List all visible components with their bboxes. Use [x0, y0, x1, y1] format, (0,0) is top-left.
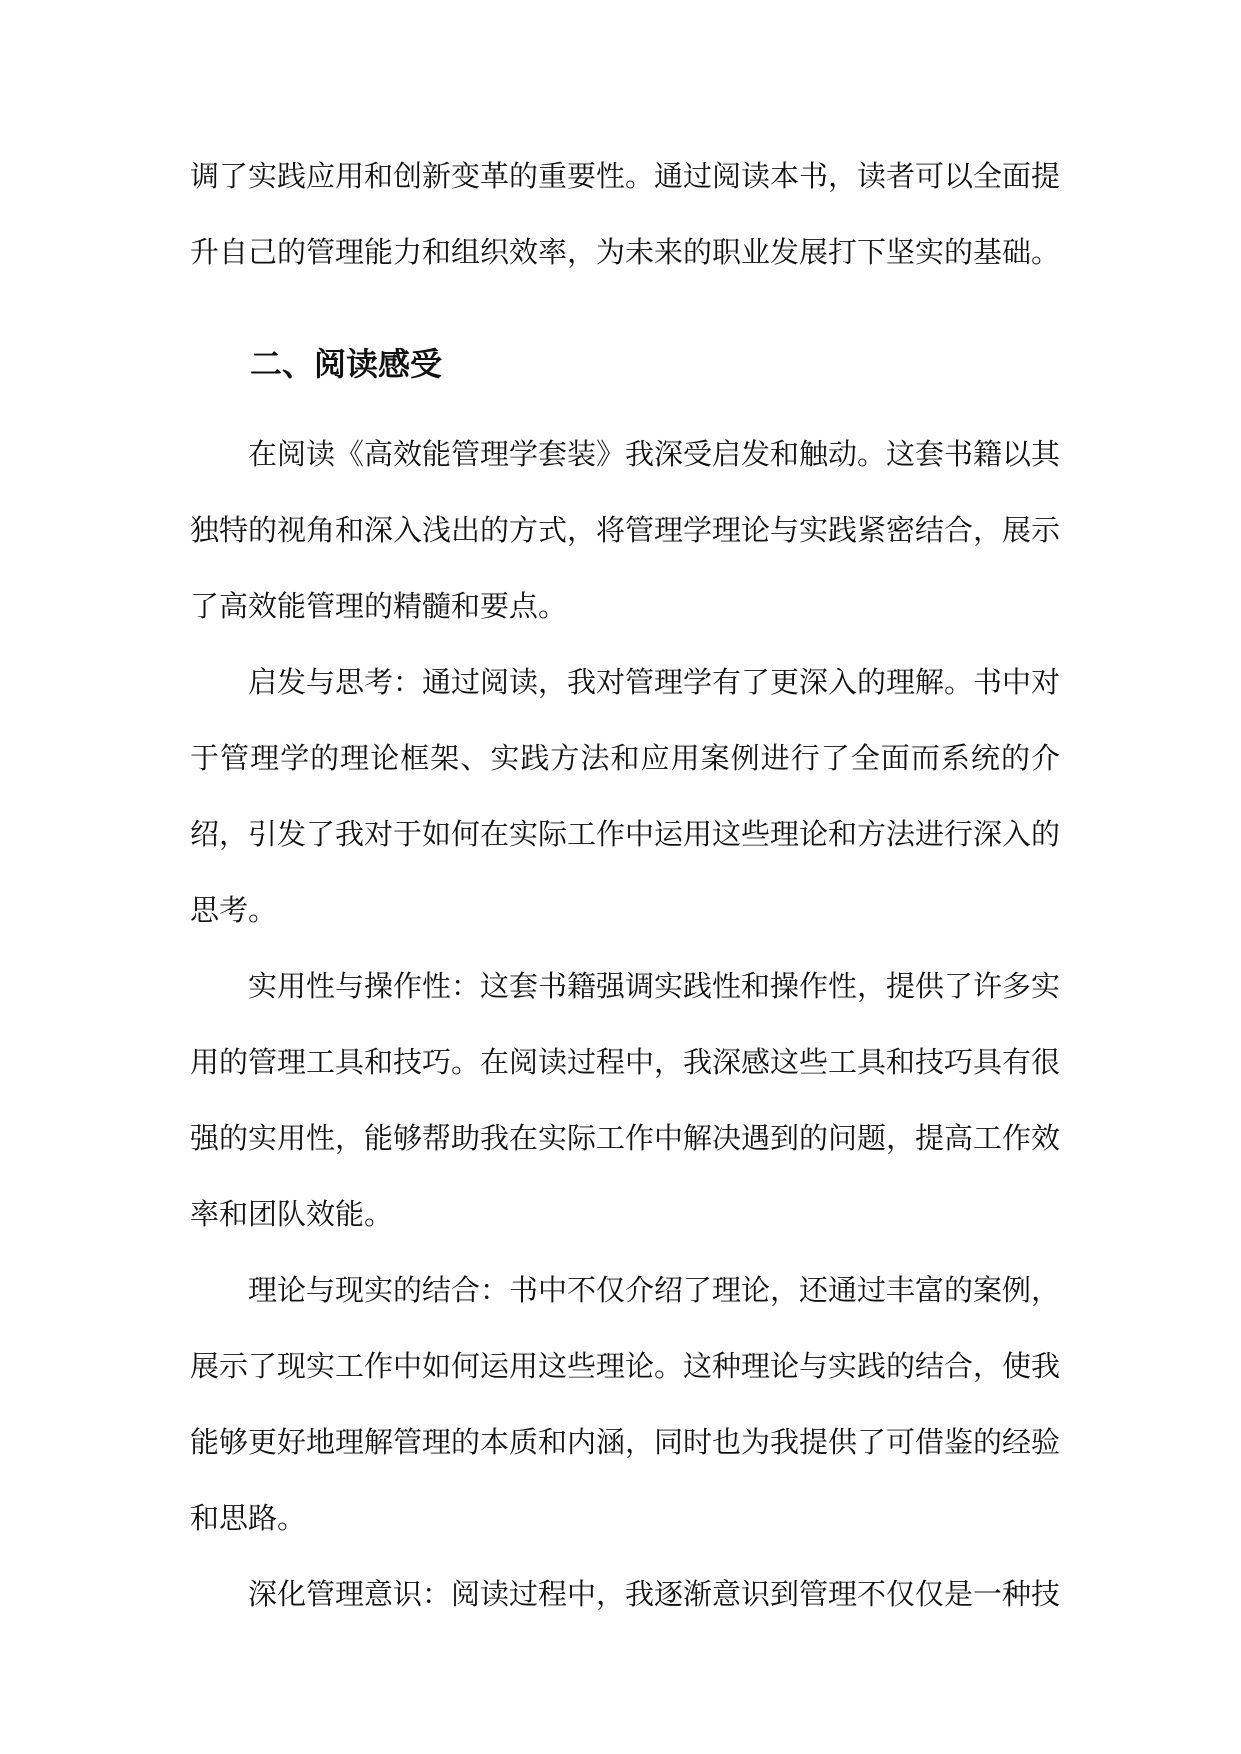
paragraph-practicality: 实用性与操作性：这套书籍强调实践性和操作性，提供了许多实用的管理工具和技巧。在阅读过程中，我深感这些工具和技巧具有很强的实用性，能够帮助我在实际工作中解决遇到的问题，提高工作效率和团队效能。 [190, 969, 1061, 1231]
document-body [190, 138, 1060, 1632]
paragraph-theory-practice: 理论与现实的结合：书中不仅介绍了理论，还通过丰富的案例，展示了现实工作中如何运用这些理论。这种理论与实践的结合，使我能够更好地理解管理的本质和内涵，同时也为我提供了可借鉴的经验和思路。 [190, 1273, 1061, 1535]
paragraph-reading-impression: 在阅读《高效能管理学套装》我深受启发和触动。这套书籍以其独特的视角和深入浅出的方式，将管理学理论与实践紧密结合，展示了高效能管理的精髓和要点。 [190, 437, 1061, 623]
paragraph-management-awareness: 深化管理意识：阅读过程中，我逐渐意识到管理不仅仅是一种技 [248, 1577, 1061, 1611]
paragraph-inspiration: 启发与思考：通过阅读，我对管理学有了更深入的理解。书中对于管理学的理论框架、实践方法和应用案例进行了全面而系统的介绍，引发了我对于如何在实际工作中运用这些理论和方法进行深入的思考。 [190, 665, 1061, 927]
intro-paragraph: 调了实践应用和创新变革的重要性。通过阅读本书，读者可以全面提升自己的管理能力和组织效率，为未来的职业发展打下坚实的基础。 [190, 159, 1061, 269]
section-heading: 二、阅读感受 [250, 345, 443, 383]
